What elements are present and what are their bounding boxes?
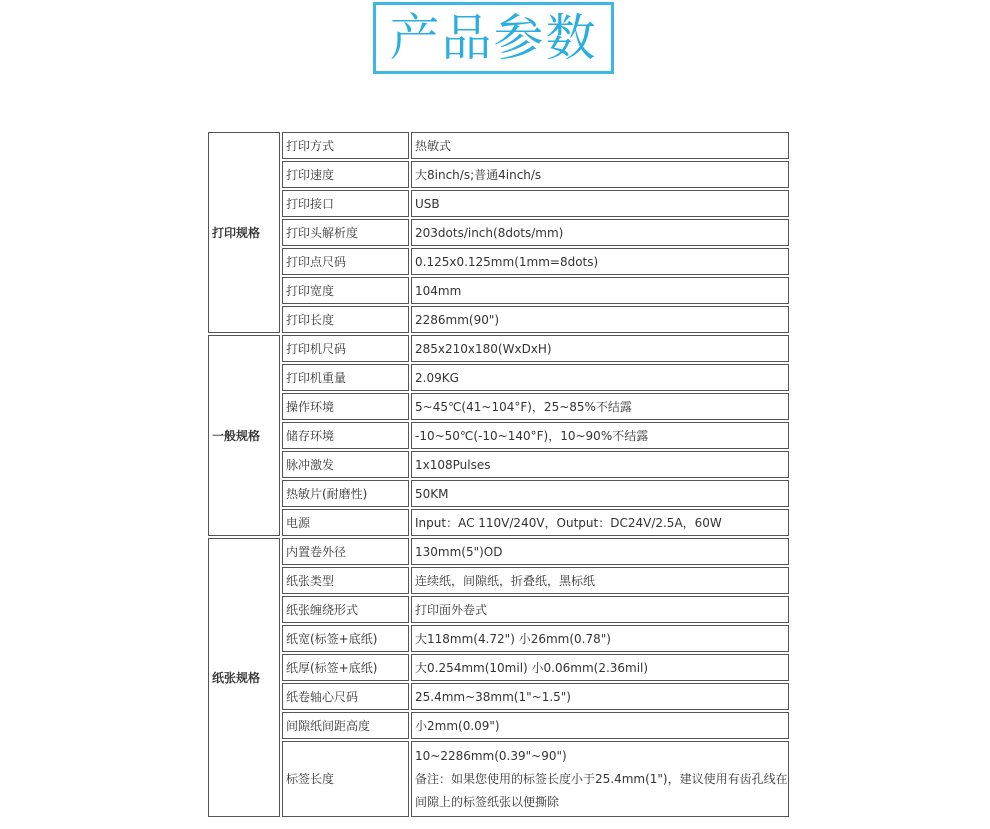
spec-value-line: 连续纸，间隙纸，折叠纸，黑标纸 <box>415 573 596 588</box>
spec-value-line: 50KM <box>415 486 449 501</box>
table-row <box>208 567 789 594</box>
spec-value-line: 打印面外卷式 <box>415 602 488 617</box>
spec-label: 储存环境 <box>282 422 409 449</box>
spec-value <box>411 219 789 246</box>
spec-label: 纸张类型 <box>282 567 409 594</box>
table-row <box>208 509 789 536</box>
spec-table-body <box>208 132 789 817</box>
table-row <box>208 335 789 362</box>
spec-label: 电源 <box>282 509 409 536</box>
spec-value <box>411 190 789 217</box>
spec-value-line: 大0.254mm(10mil) 小0.06mm(2.36mil) <box>415 660 649 675</box>
spec-value-line: 0.125x0.125mm(1mm=8dots) <box>415 254 599 269</box>
spec-value-line: 203dots/inch(8dots/mm) <box>415 225 564 240</box>
page-title: 产品参数 <box>373 2 614 74</box>
table-row <box>208 596 789 623</box>
spec-label: 打印机重量 <box>282 364 409 391</box>
spec-value-line: 小2mm(0.09") <box>415 718 500 733</box>
spec-value <box>411 625 789 652</box>
table-row <box>208 741 789 817</box>
spec-label: 打印点尺码 <box>282 248 409 275</box>
table-row <box>208 654 789 681</box>
spec-label: 脉冲激发 <box>282 451 409 478</box>
spec-label: 打印长度 <box>282 306 409 333</box>
spec-label: 打印方式 <box>282 132 409 159</box>
spec-label: 标签长度 <box>282 741 409 817</box>
spec-value <box>411 683 789 710</box>
spec-value <box>411 161 789 188</box>
spec-label: 打印头解析度 <box>282 219 409 246</box>
table-row <box>208 364 789 391</box>
spec-value <box>411 451 789 478</box>
spec-value <box>411 277 789 304</box>
spec-value-line: 1x108Pulses <box>415 457 491 472</box>
table-row <box>208 277 789 304</box>
spec-value <box>411 306 789 333</box>
spec-label: 纸厚(标签+底纸) <box>282 654 409 681</box>
spec-value <box>411 335 789 362</box>
table-row <box>208 393 789 420</box>
spec-value-line: 间隙上的标签纸张以便撕除 <box>415 794 560 809</box>
table-row <box>208 538 789 565</box>
spec-value <box>411 538 789 565</box>
table-row <box>208 248 789 275</box>
spec-value-line: 大118mm(4.72") 小26mm(0.78") <box>415 631 611 646</box>
table-row <box>208 480 789 507</box>
spec-value-line: 130mm(5")OD <box>415 544 503 559</box>
spec-value <box>411 712 789 739</box>
spec-value <box>411 596 789 623</box>
spec-value-line: 285x210x180(WxDxH) <box>415 341 552 356</box>
table-row <box>208 451 789 478</box>
spec-value-line: 25.4mm~38mm(1"~1.5") <box>415 689 571 704</box>
spec-label: 内置卷外径 <box>282 538 409 565</box>
spec-label: 间隙纸间距高度 <box>282 712 409 739</box>
spec-value <box>411 567 789 594</box>
group-label: 一般规格 <box>208 335 280 536</box>
table-row <box>208 306 789 333</box>
spec-label: 纸卷轴心尺码 <box>282 683 409 710</box>
spec-value <box>411 248 789 275</box>
spec-value-line: 10~2286mm(0.39"~90") <box>415 748 567 763</box>
spec-value <box>411 393 789 420</box>
spec-label: 热敏片(耐磨性) <box>282 480 409 507</box>
table-row <box>208 625 789 652</box>
spec-table <box>206 130 791 819</box>
spec-label: 打印速度 <box>282 161 409 188</box>
table-row <box>208 190 789 217</box>
spec-value-line: 大8inch/s;普通4inch/s <box>415 167 542 182</box>
table-row <box>208 683 789 710</box>
spec-value <box>411 509 789 536</box>
group-label: 纸张规格 <box>208 538 280 817</box>
table-row <box>208 422 789 449</box>
spec-value-line: 备注：如果您使用的标签长度小于25.4mm(1")，建议使用有齿孔线在 <box>415 771 788 786</box>
spec-value-line: Input：AC 110V/240V，Output：DC24V/2.5A，60W <box>415 515 722 530</box>
spec-value-line: 104mm <box>415 283 462 298</box>
spec-label: 纸宽(标签+底纸) <box>282 625 409 652</box>
spec-value-line: 2.09KG <box>415 370 459 385</box>
spec-value <box>411 741 789 817</box>
spec-label: 纸张缠绕形式 <box>282 596 409 623</box>
spec-value-line: USB <box>415 196 440 211</box>
spec-value-line: 热敏式 <box>415 138 452 153</box>
spec-value <box>411 654 789 681</box>
group-label: 打印规格 <box>208 132 280 333</box>
spec-value <box>411 422 789 449</box>
spec-label: 打印机尺码 <box>282 335 409 362</box>
table-row <box>208 219 789 246</box>
table-row <box>208 161 789 188</box>
spec-label: 打印宽度 <box>282 277 409 304</box>
spec-value-line: -10~50℃(-10~140°F)，10~90%不结露 <box>415 428 649 443</box>
spec-label: 操作环境 <box>282 393 409 420</box>
spec-value <box>411 480 789 507</box>
spec-value-line: 5~45℃(41~104°F)，25~85%不结露 <box>415 399 632 414</box>
spec-value <box>411 132 789 159</box>
spec-value <box>411 364 789 391</box>
table-row <box>208 132 789 159</box>
spec-label: 打印接口 <box>282 190 409 217</box>
spec-value-line: 2286mm(90") <box>415 312 500 327</box>
table-row <box>208 712 789 739</box>
